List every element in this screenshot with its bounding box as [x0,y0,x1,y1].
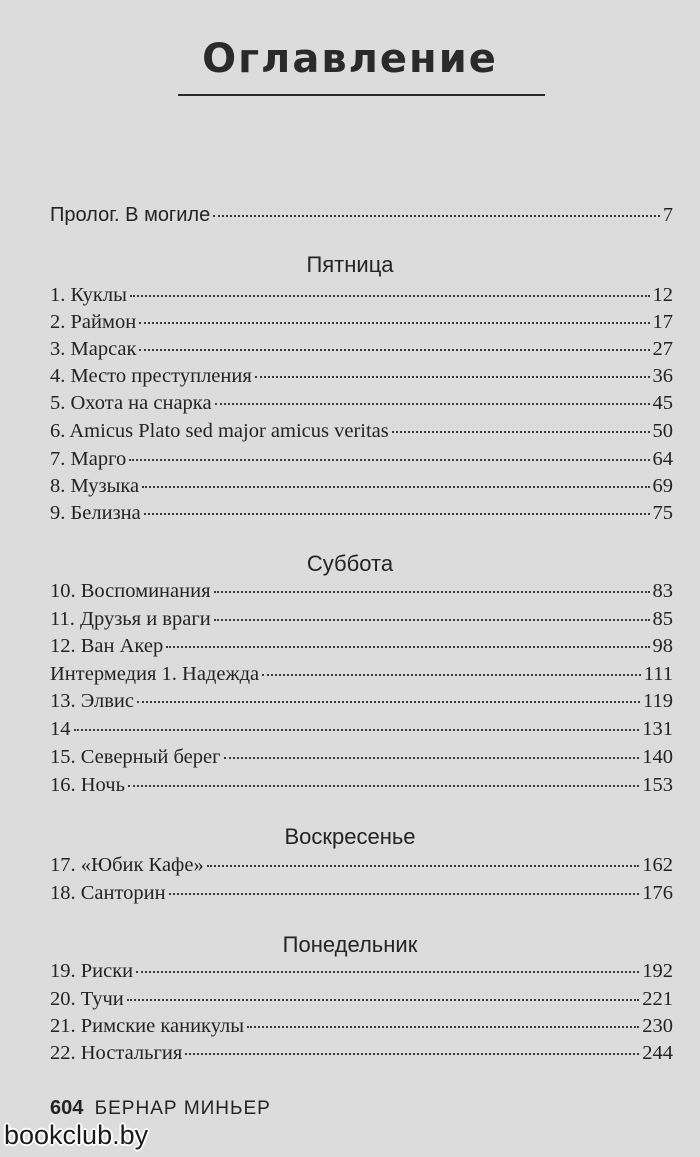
entry-page: 85 [652,608,673,630]
toc-entry [50,880,673,907]
dot-leader [128,785,639,787]
entry-label: Интермедия 1. Надежда [50,663,260,685]
dot-leader [262,674,641,676]
entry-label: 6. Amicus Plato sed major amicus veritas [50,420,389,442]
dot-leader [130,295,650,297]
section-heading-sunday: Воскресенье [284,824,416,849]
dot-leader [207,865,640,867]
entry-page: 50 [652,420,673,442]
toc-entry [50,986,673,1013]
dot-leader [169,893,640,895]
dot-leader [142,486,649,488]
entry-label: 16. Ночь [50,774,125,796]
toc-entry [50,1040,673,1067]
entry-label: 12. Ван Акер [50,635,164,657]
dot-leader [139,349,649,351]
dot-leader [185,1053,639,1055]
entry-page: 12 [652,284,673,306]
toc-entry [50,282,673,309]
entry-label: 11. Друзья и враги [50,608,211,630]
entry-page: 221 [642,988,673,1010]
entry-page: 230 [642,1015,673,1037]
toc-entry [50,418,673,445]
toc-entry [50,473,673,500]
dot-leader [213,215,660,217]
entry-label: 13. Элвис [50,690,134,712]
entry-label: 1. Куклы [50,284,127,306]
entry-page: 75 [652,502,673,524]
dot-leader [392,431,650,433]
dot-leader [214,591,650,593]
entry-label: 22. Ностальгия [50,1042,183,1064]
entry-page: 111 [643,663,673,685]
entry-label: 18. Санторин [50,882,166,904]
entry-page: 192 [642,960,673,982]
entry-label: 17. «Юбик Кафе» [50,854,204,876]
entry-page: 64 [652,448,673,470]
entry-page: 131 [642,718,673,740]
toc-entry [50,390,673,417]
entry-label: 2. Раймон [50,311,137,333]
toc-entry [50,500,673,527]
entry-page: 7 [663,204,673,226]
entry-page: 140 [642,746,673,768]
entry-page: 69 [652,475,673,497]
entry-label: 15. Северный берег [50,746,221,768]
dot-leader [129,459,649,461]
dot-leader [224,757,640,759]
entry-page: 244 [642,1042,673,1064]
dot-leader [137,701,640,703]
entry-label: 9. Белизна [50,502,141,524]
toc-entry [50,958,673,985]
dot-leader [247,1026,639,1028]
entry-label: 14 [50,718,71,740]
toc-entry [50,309,673,336]
toc-entry [50,744,673,771]
section-heading-monday: Понедельник [282,932,418,957]
entry-label: 5. Охота на снарка [50,392,212,414]
page-title: Оглавление [202,36,498,82]
dot-leader [166,646,649,648]
entry-label: 20. Тучи [50,988,124,1010]
entry-page: 36 [652,365,673,387]
entry-label: 21. Римские каникулы [50,1015,245,1037]
entry-label: 4. Место преступления [50,365,252,387]
toc-entry-prologue [50,202,673,229]
toc-entry [50,446,673,473]
dot-leader [214,619,650,621]
toc-entry [50,716,673,743]
entry-page: 17 [652,311,673,333]
dot-leader [74,729,640,731]
toc-entry [50,688,673,715]
entry-page: 176 [642,882,673,904]
site-watermark: bookclub.by [4,1120,149,1150]
dot-leader [144,513,650,515]
dot-leader [127,999,639,1001]
toc-entry [50,606,673,633]
section-heading-friday: Пятница [306,252,394,277]
title-underline [178,94,545,96]
entry-label: 3. Марсак [50,338,137,360]
footer-author: БЕРНАР МИНЬЕР [94,1098,271,1119]
toc-entry [50,661,673,688]
entry-label: 7. Марго [50,448,127,470]
entry-page: 83 [652,580,673,602]
footer-page-number: 604 [50,1097,84,1119]
entry-label: 8. Музыка [50,475,140,497]
entry-page: 27 [652,338,673,360]
dot-leader [215,403,650,405]
entry-label: Пролог. В могиле [50,204,211,226]
entry-label: 19. Риски [50,960,134,982]
entry-page: 119 [643,690,673,712]
toc-entry [50,852,673,879]
toc-entry [50,772,673,799]
entry-page: 153 [642,774,673,796]
dot-leader [136,971,639,973]
toc-entry [50,363,673,390]
toc-entry [50,633,673,660]
dot-leader [255,376,650,378]
section-heading-saturday: Суббота [306,551,394,576]
entry-page: 98 [652,635,673,657]
toc-entry [50,1013,673,1040]
toc-entry [50,578,673,605]
page-footer [50,1097,271,1120]
toc-entry [50,336,673,363]
dot-leader [139,322,649,324]
entry-page: 162 [642,854,673,876]
entry-label: 10. Воспоминания [50,580,211,602]
entry-page: 45 [652,392,673,414]
